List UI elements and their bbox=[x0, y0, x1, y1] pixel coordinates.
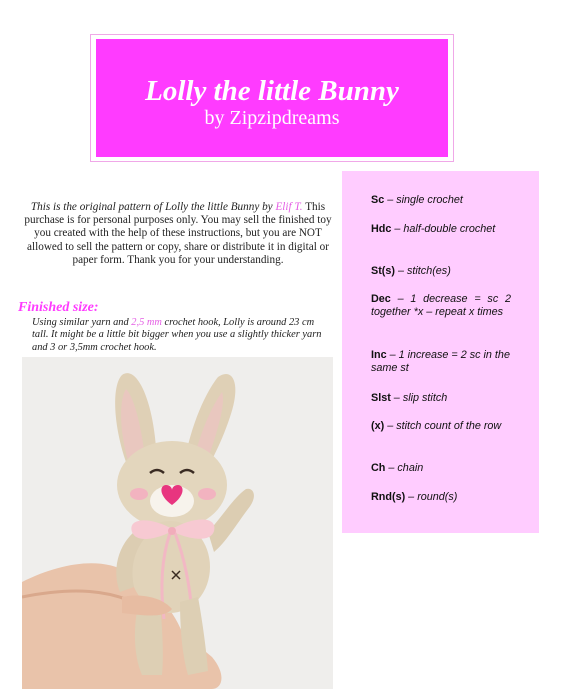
abbr-slst bbox=[371, 392, 511, 405]
abbr-sc bbox=[371, 194, 511, 207]
intro-lead: This is the original pattern of Lolly the little Bunny by bbox=[30, 201, 276, 213]
bunny-illustration bbox=[22, 357, 333, 689]
abbr-dec bbox=[371, 293, 511, 319]
abbr-stitch-count bbox=[371, 420, 511, 433]
finished-size-text bbox=[32, 317, 332, 354]
abbr-rnds bbox=[371, 491, 511, 504]
pattern-title: Lolly the little Bunny bbox=[145, 75, 399, 107]
title-banner bbox=[96, 39, 448, 157]
abbr-definition: – slip stitch bbox=[390, 392, 448, 404]
abbr-definition: – chain bbox=[385, 462, 424, 474]
abbr-term: Ch bbox=[371, 462, 386, 474]
pattern-byline: by Zipzipdreams bbox=[204, 107, 340, 129]
abbr-sts bbox=[371, 265, 511, 278]
abbr-ch bbox=[371, 462, 511, 475]
finished-text-end: crochet hook, Lolly is around 23 cm tall. It might be a little bit bigger when you use a slightly thicker yarn and 3 or 3,5mm crochet hook. bbox=[32, 317, 322, 353]
abbreviations-box bbox=[342, 171, 539, 533]
abbr-definition: – stitch(es) bbox=[395, 265, 451, 277]
abbr-definition: – half-double crochet bbox=[391, 223, 496, 235]
abbr-inc bbox=[371, 349, 511, 375]
abbr-term: Hdc bbox=[371, 223, 392, 235]
hook-size: 2,5 mm bbox=[131, 317, 162, 328]
intro-paragraph bbox=[18, 201, 338, 267]
bunny-photo bbox=[22, 357, 333, 689]
abbr-hdc bbox=[371, 223, 511, 236]
abbr-term: Dec bbox=[371, 293, 391, 305]
abbr-definition: – 1 decrease = sc 2 together *x – repeat x times bbox=[371, 293, 511, 318]
finished-text-start: Using similar yarn and bbox=[32, 317, 132, 328]
abbr-definition: – 1 increase = 2 sc in the same st bbox=[371, 349, 510, 374]
abbr-definition: – stitch count of the row bbox=[384, 420, 502, 432]
abbr-definition: – round(s) bbox=[405, 491, 458, 503]
intro-body: This purchase is for personal purposes only. You may sell the finished toy you created with the help of these instructions, but you are NOT allowed to sell the pattern or copy, share or distribute it in digital or paper form. Thank you for your understanding. bbox=[24, 201, 332, 266]
author-name: Elif T. bbox=[275, 201, 303, 213]
abbr-term: Inc bbox=[371, 349, 387, 361]
abbr-definition: – single crochet bbox=[384, 194, 463, 206]
abbr-term: St(s) bbox=[371, 265, 395, 277]
abbr-term: Slst bbox=[371, 392, 391, 404]
finished-size-heading: Finished size: bbox=[18, 300, 99, 315]
abbr-term: (x) bbox=[371, 420, 385, 432]
abbr-term: Rnd(s) bbox=[371, 491, 406, 503]
abbr-term: Sc bbox=[371, 194, 385, 206]
